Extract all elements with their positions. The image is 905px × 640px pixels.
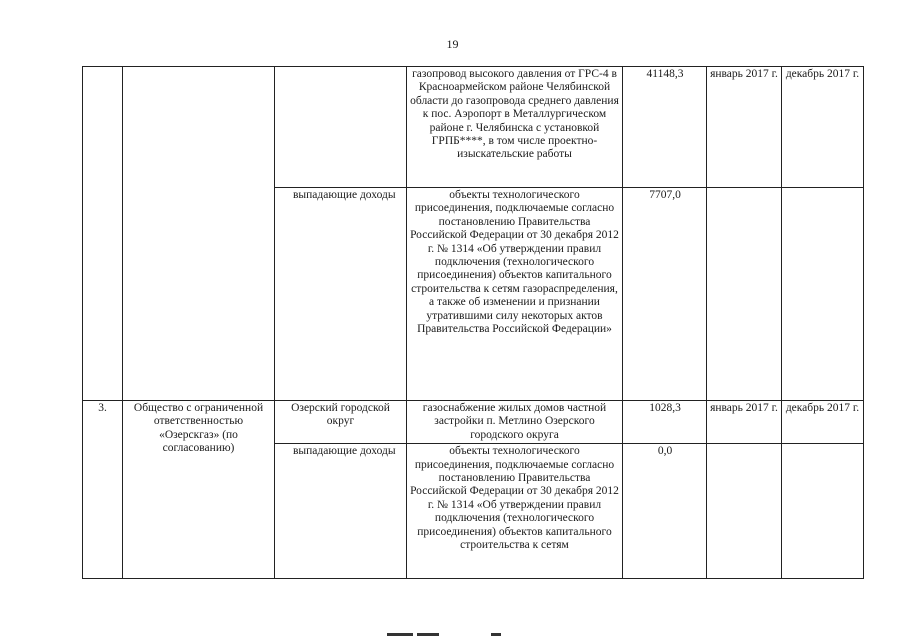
object-cell: газоснабжение жилых домов частной застройки п. Метлино Озерского городского округа [407, 401, 623, 444]
amount-cell: 41148,3 [623, 67, 707, 188]
amount-cell: 7707,0 [623, 188, 707, 401]
area-cell: Озерский городской округ [275, 401, 407, 444]
amount-cell: 0,0 [623, 444, 707, 579]
end-date-cell: декабрь 2017 г. [782, 401, 864, 444]
end-date-cell [782, 188, 864, 401]
page-number: 19 [446, 37, 459, 51]
organization-cell [123, 67, 275, 401]
object-cell: объекты технологического присоединения, подключаемые согласно постановлению Правительства Российской Федерации от 30 декабря 2012 г. № 1314 «Об утверждении правил подключения (технологического присоединения) объектов капитального строительства к сетям газораспределения, а также об изменении и признании утратившими силу некоторых актов Правительства Российской Федерации» [407, 188, 623, 401]
object-cell: объекты технологического присоединения, подключаемые согласно постановлению Правительства Российской Федерации от 30 декабря 2012 г. № 1314 «Об утверждении правил подключения (технологического присоединения) объектов капитального строительства к сетям [407, 444, 623, 579]
start-date-cell: январь 2017 г. [707, 401, 782, 444]
row-number-cell [83, 67, 123, 401]
table-row [83, 401, 864, 444]
end-date-cell [782, 444, 864, 579]
start-date-cell: январь 2017 г. [707, 67, 782, 188]
area-cell: выпадающие доходы [275, 188, 407, 401]
start-date-cell [707, 188, 782, 401]
area-cell: выпадающие доходы [275, 444, 407, 579]
end-date-cell: декабрь 2017 г. [782, 67, 864, 188]
object-cell: газопровод высокого давления от ГРС-4 в Красноармейском районе Челябинской области до газопровода среднего давления к пос. Аэропорт в Металлургическом районе г. Челябинска с установкой ГРПБ****, в том числе проектно-изыскательские работы [407, 67, 623, 188]
organization-cell: Общество с ограниченной ответственностью «Озерскгаз» (по согласованию) [123, 401, 275, 579]
amount-cell: 1028,3 [623, 401, 707, 444]
scan-artifact [387, 633, 507, 639]
start-date-cell [707, 444, 782, 579]
row-number-cell: 3. [83, 401, 123, 579]
investment-table [82, 66, 864, 579]
area-cell [275, 67, 407, 188]
table-row [83, 67, 864, 188]
